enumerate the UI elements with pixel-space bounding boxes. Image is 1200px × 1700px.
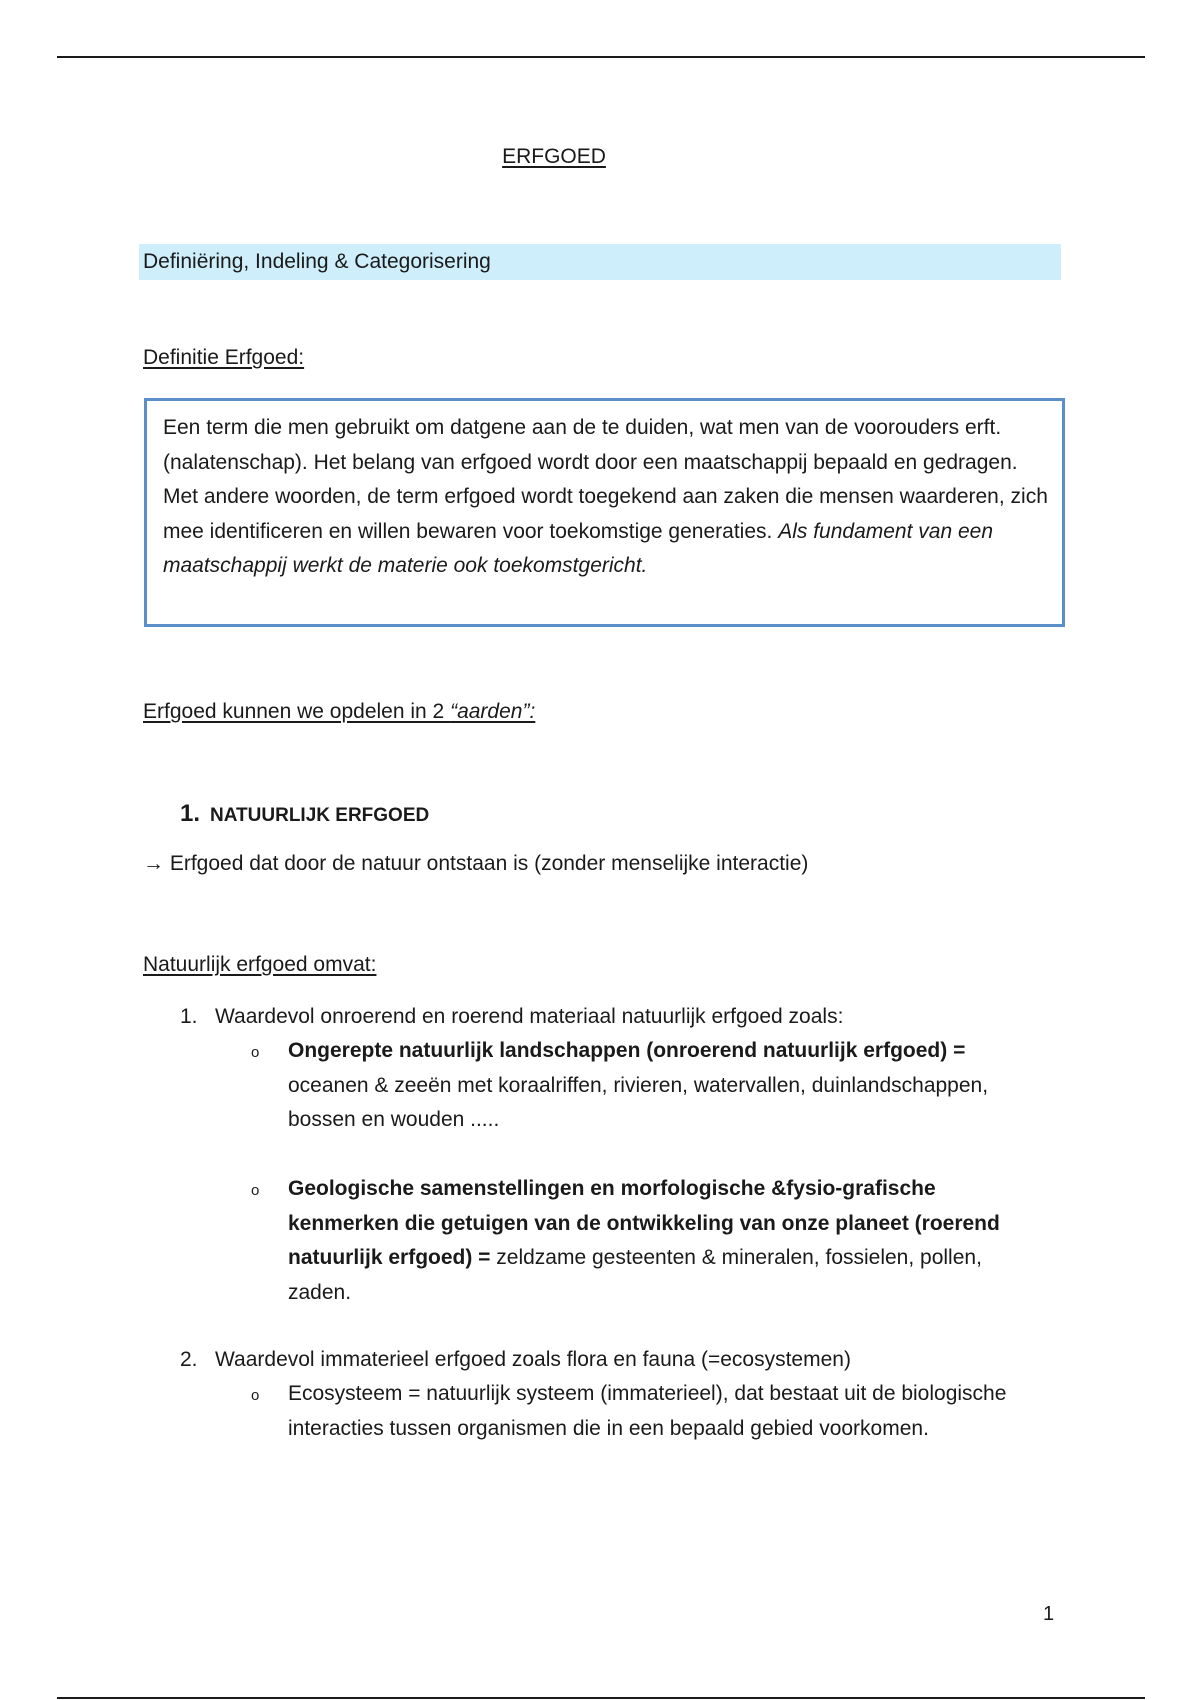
footer-rule [57,1697,1145,1699]
list-number: 1. [180,1005,198,1028]
sub-item-bold: Geologische samenstellingen en morfologische &fysio-grafische kenmerken die getuigen van de ontwikkeling van onze planeet (roerend natuurlijk erfgoed) = [288,1177,1000,1269]
header-rule [57,56,1145,58]
split-heading [143,700,535,724]
definition-italic: Als fundament van een maatschappij werkt de materie ook toekomstgericht. [163,519,993,577]
natural-scope-heading: Natuurlijk erfgoed omvat: [143,953,377,976]
bullet-icon: o [251,1044,260,1061]
list-item: Waardevol onroerend en roerend materiaal natuurlijk erfgoed zoals: [215,1005,844,1028]
bullet-icon: o [251,1387,260,1404]
natural-heading-number: 1. [180,800,201,827]
list-number: 2. [180,1348,198,1371]
sub-item-text: zeldzame gesteenten & mineralen, fossielen, pollen, zaden. [288,1246,982,1304]
sub-item-bold: Ongerepte natuurlijk landschappen (onroerend natuurlijk erfgoed) = [288,1039,966,1062]
definition-heading: Definitie Erfgoed: [143,346,305,369]
natural-heading [180,800,429,828]
list-item: Waardevol immaterieel erfgoed zoals flora en fauna (=ecosystemen) [215,1348,851,1371]
definition-text: Een term die men gebruikt om datgene aan de te duiden, wat men van de voorouders erft. (nalatenschap). Het belang van erfgoed wordt door een maatschappij bepaald en gedragen. Met andere woorden, de term erfgoed wordt toegekend aan zaken die mensen waarderen, zich mee identificeren en willen bewaren voor toekomstige generaties. [163,416,1048,543]
sub-item-text: oceanen & zeeën met koraalriffen, rivieren, watervallen, duinlandschappen, bossen en wouden ..... [288,1073,989,1131]
sub-list-item [288,1172,1048,1310]
bullet-icon: o [251,1182,260,1199]
page-number: 1 [1043,1603,1055,1625]
sub-list-item [288,1034,1048,1138]
section-heading: Definiëring, Indeling & Categorisering [139,244,1061,280]
split-heading-prefix: Erfgoed kunnen we opdelen in 2 [143,700,451,723]
sub-item-text: Ecosysteem = natuurlijk systeem (immaterieel), dat bestaat uit de biologische interacties tussen organismen die in een bepaald gebied voorkomen. [288,1382,1007,1440]
page-title: ERFGOED [502,145,606,168]
split-heading-italic: “aarden”: [450,700,536,723]
natural-description: → Erfgoed dat door de natuur ontstaan is (zonder menselijke interactie) [143,852,809,875]
sub-list-item [288,1377,1048,1446]
definition-box [144,398,1065,627]
natural-heading-label: NATUURLIJK ERFGOED [210,805,430,826]
